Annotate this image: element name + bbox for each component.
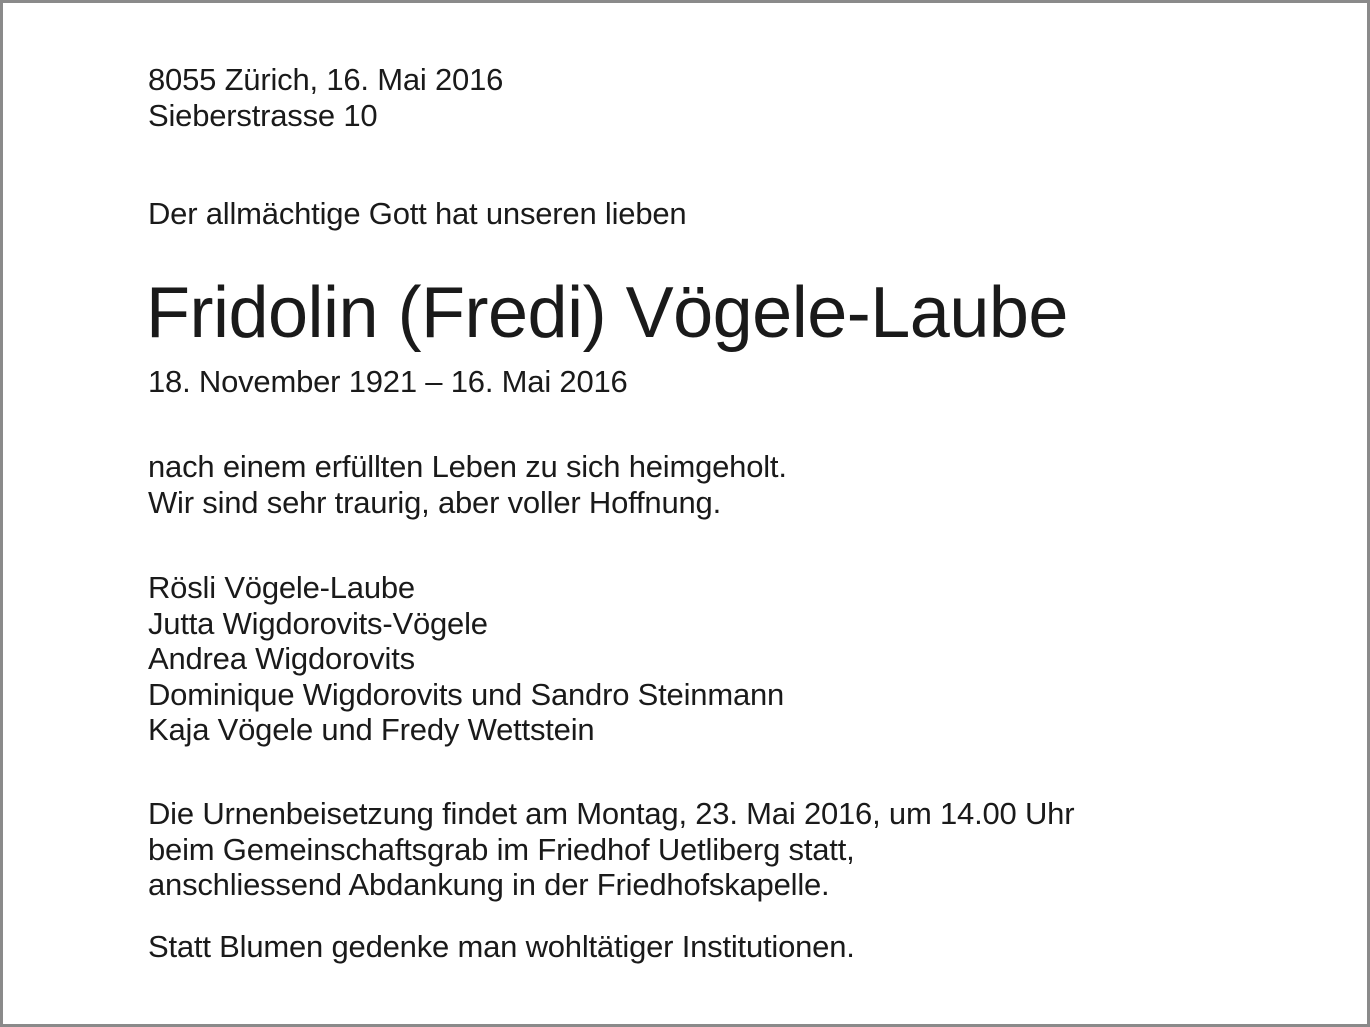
mourner-name: Jutta Wigdorovits-Vögele	[148, 605, 488, 641]
closing-note: Statt Blumen gedenke man wohltätiger Institutionen.	[148, 929, 855, 964]
message	[148, 449, 787, 520]
address-city-date: 8055 Zürich, 16. Mai 2016	[148, 62, 504, 97]
ceremony-line: anschliessend Abdankung in der Friedhofskapelle.	[148, 867, 830, 902]
mourner-name: Rösli Vögele-Laube	[148, 570, 415, 605]
mourner-name: Kaja Vögele und Fredy Wettstein	[148, 712, 595, 747]
ceremony-details	[148, 796, 1074, 903]
message-line: Wir sind sehr traurig, aber voller Hoffnung.	[148, 484, 721, 520]
message-line: nach einem erfüllten Leben zu sich heimgeholt.	[148, 449, 787, 484]
mourner-name: Andrea Wigdorovits	[148, 641, 415, 676]
intro-text: Der allmächtige Gott hat unseren lieben	[148, 196, 687, 231]
mourner-name: Dominique Wigdorovits und Sandro Steinmann	[148, 676, 785, 712]
address	[148, 62, 503, 133]
ceremony-line: beim Gemeinschaftsgrab im Friedhof Uetliberg statt,	[148, 831, 855, 867]
deceased-name: Fridolin (Fredi) Vögele-Laube	[146, 273, 1068, 353]
ceremony-line: Die Urnenbeisetzung findet am Montag, 23. Mai 2016, um 14.00 Uhr	[148, 796, 1075, 831]
mourners-list	[148, 570, 784, 748]
life-dates: 18. November 1921 – 16. Mai 2016	[148, 364, 628, 399]
address-street: Sieberstrasse 10	[148, 97, 378, 133]
